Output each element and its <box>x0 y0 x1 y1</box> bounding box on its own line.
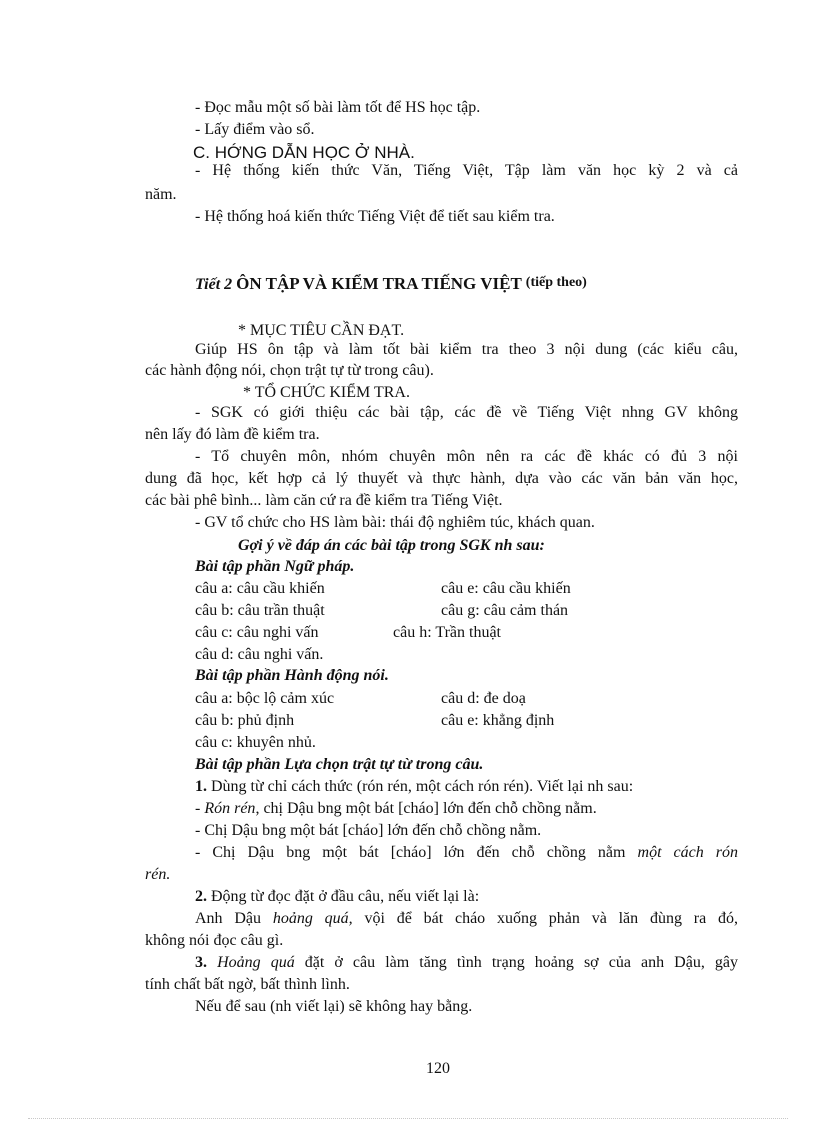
order-quote-line-1 <box>195 909 738 929</box>
speech-c: câu c: khuyên nhủ. <box>195 734 316 751</box>
order-item-1 <box>195 777 633 797</box>
grammar-d: câu d: câu nghi vấn. <box>195 646 324 663</box>
objectives-line-1: Giúp HS ôn tập và làm tốt bài kiểm tra theo 3 nội dung (các kiểu câu, <box>195 341 738 358</box>
order-sentence-2: - Chị Dậu bng một bát [cháo] lớn đến chỗ chồng nằm. <box>195 822 542 839</box>
organize-heading: * TỔ CHỨC KIỂM TRA. <box>243 384 410 401</box>
order-item-3-cont: tính chất bất ngờ, bất thình lình. <box>145 976 350 993</box>
lesson-main-title: ÔN TẬP VÀ KIỂM TRA TIẾNG VIỆT <box>236 274 522 293</box>
order-text-3-italic: Hoảng quá <box>207 954 295 971</box>
order-s1-italic: Rón rén <box>204 800 256 817</box>
line-read-samples: - Đọc mẫu một số bài làm tốt để HS học tập. <box>195 99 481 116</box>
order-sentence-1 <box>195 799 597 819</box>
grammar-h: câu h: Trần thuật <box>393 624 501 641</box>
grammar-b: câu b: câu trần thuật <box>195 602 325 619</box>
line-system-knowledge: - Hệ thống kiến thức Văn, Tiếng Việt, Tập làm văn học kỳ 2 và cả <box>195 162 738 179</box>
order-q1-italic: hoảng quá, <box>261 910 353 927</box>
order-num-1: 1. <box>195 778 207 795</box>
order-title: Bài tập phần Lựa chọn trật tự từ trong câu. <box>195 756 484 773</box>
order-quote-line-2: không nói đọc câu gì. <box>145 932 284 949</box>
line-grade: - Lấy điểm vào sổ. <box>195 121 315 138</box>
order-num-2: 2. <box>195 888 207 905</box>
grammar-a: câu a: câu cầu khiến <box>195 580 325 597</box>
organize-p2-line-1: - Tổ chuyên môn, nhóm chuyên môn nên ra các đề khác có đủ 3 nội <box>195 448 738 465</box>
order-item-3 <box>195 953 738 973</box>
line-system-vietnamese: - Hệ thống hoá kiến thức Tiếng Việt để tiết sau kiểm tra. <box>195 208 555 225</box>
organize-p2-line-3: các bài phê bình... làm căn cứ ra đề kiểm tra Tiếng Việt. <box>145 492 503 509</box>
organize-p2-line-2: dung đã học, kết hợp cả lý thuyết và thực hành, dựa vào các văn bản văn học, <box>145 470 738 487</box>
order-text-1: Dùng từ chỉ cách thức (rón rén, một cách rón rén). Viết lại nh sau: <box>207 778 634 795</box>
grammar-title: Bài tập phần Ngữ pháp. <box>195 558 355 575</box>
line-system-knowledge-cont: năm. <box>145 186 177 203</box>
speech-a: câu a: bộc lộ cảm xúc <box>195 690 335 707</box>
lesson-suffix: (tiếp theo) <box>525 275 587 290</box>
lesson-prefix: Tiết 2 <box>195 276 233 293</box>
grammar-e: câu e: câu cầu khiến <box>441 580 571 597</box>
objectives-line-2: các hành động nói, chọn trật tự từ trong câu). <box>145 362 434 379</box>
organize-p3: - GV tổ chức cho HS làm bài: thái độ nghiêm túc, khách quan. <box>195 514 595 531</box>
bottom-divider <box>28 1118 788 1119</box>
lesson-title <box>195 273 587 295</box>
speech-e: câu e: khẳng định <box>441 712 555 729</box>
order-s3-text: - Chị Dậu bng một bát [cháo] lớn đến chỗ chồng nằm <box>195 844 626 861</box>
order-text-3: đặt ở câu làm tăng tình trạng hoảng sợ của anh Dậu, gây <box>294 954 738 971</box>
order-num-3: 3. <box>195 954 207 971</box>
organize-p1-line-2: nên lấy đó làm đề kiểm tra. <box>145 426 320 443</box>
objectives-heading: * MỤC TIÊU CẦN ĐẠT. <box>238 322 405 339</box>
answers-intro: Gợi ý về đáp án các bài tập trong SGK nh sau: <box>238 537 545 554</box>
order-q1-rest: vội để bát cháo xuống phản và lăn đùng ra đó, <box>352 910 739 927</box>
organize-p1-line-1: - SGK có giới thiệu các bài tập, các đề về Tiếng Việt nhng GV không <box>195 404 738 421</box>
grammar-c: câu c: câu nghi vấn <box>195 624 319 641</box>
speech-title: Bài tập phần Hành động nói. <box>195 667 389 684</box>
order-item-2 <box>195 887 479 907</box>
speech-b: câu b: phủ định <box>195 712 295 729</box>
speech-d: câu d: đe doạ <box>441 690 526 707</box>
order-q1: Anh Dậu <box>195 910 262 927</box>
section-c-heading: C. HỚNG DẪN HỌC Ở NHÀ. <box>193 143 415 162</box>
grammar-g: câu g: câu cảm thán <box>441 602 569 619</box>
page-number: 120 <box>426 1060 450 1077</box>
order-text-2: Động từ đọc đặt ở đầu câu, nếu viết lại là: <box>207 888 480 905</box>
order-sentence-3-cont: rén. <box>145 866 171 883</box>
order-last-line: Nếu để sau (nh viết lại) sẽ không hay bằng. <box>195 998 473 1015</box>
order-s1-rest: , chị Dậu bng một bát [cháo] lớn đến chỗ chồng nằm. <box>255 800 597 817</box>
order-s1-dash: - <box>195 800 205 817</box>
order-sentence-3 <box>195 843 738 863</box>
order-s3-italic: một cách rón <box>625 844 739 861</box>
